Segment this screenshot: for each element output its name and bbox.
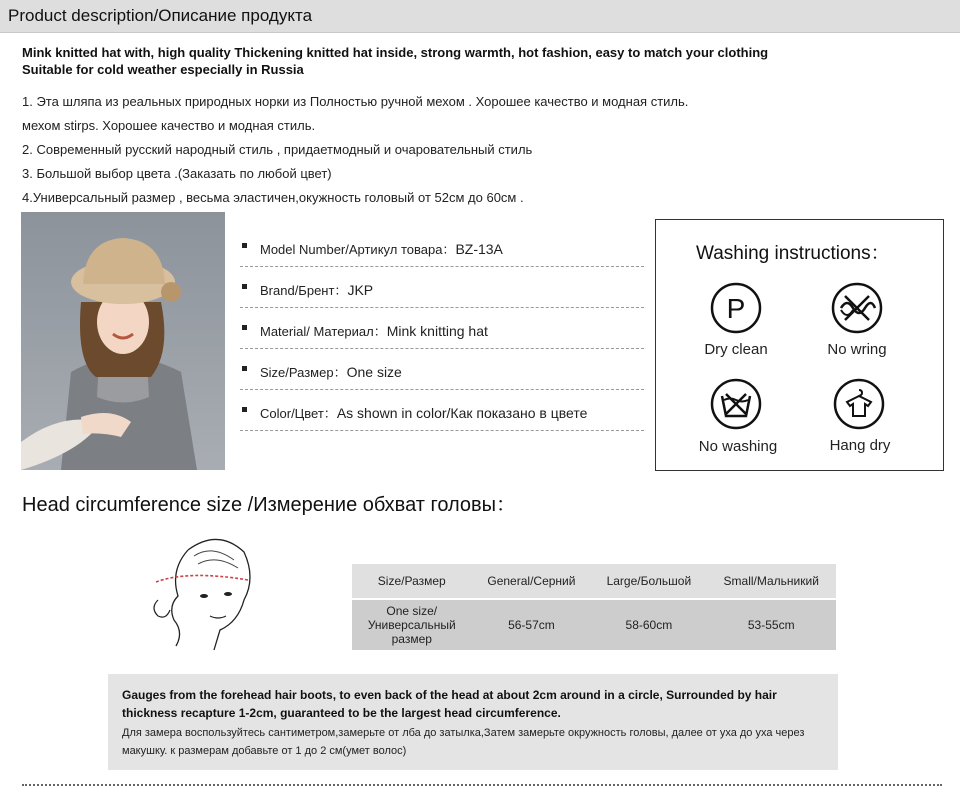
model-wearing-hat-image xyxy=(21,212,225,470)
feature-list xyxy=(22,90,688,210)
washing-title: Washing instructions： xyxy=(696,243,890,264)
bullet-icon xyxy=(242,284,247,289)
intro-line: Suitable for cold weather especially in Russia xyxy=(22,62,304,77)
no-wring-icon xyxy=(831,282,883,334)
spec-value: Mink knitting hat xyxy=(386,323,488,339)
spec-label: Model Number/Артикул товара： xyxy=(260,242,456,257)
size-table-cell: 58-60cm xyxy=(591,600,706,650)
table-row xyxy=(352,600,836,650)
size-table-cell: 53-55cm xyxy=(706,600,836,650)
size-table-cell: 56-57cm xyxy=(472,600,592,650)
washing-instructions-panel xyxy=(655,219,944,471)
bullet-icon xyxy=(242,243,247,248)
row-label-line: One size/ xyxy=(386,604,438,618)
bullet-icon xyxy=(242,407,247,412)
spec-value: As shown in color/Как показано в цвете xyxy=(336,405,588,421)
spec-label: Size/Размер： xyxy=(260,365,347,380)
size-table-header: Large/Большой xyxy=(591,564,706,598)
spec-list xyxy=(240,226,644,431)
size-table-row-label xyxy=(352,600,472,650)
spec-value: JKP xyxy=(347,282,374,298)
intro-text xyxy=(22,44,768,78)
spec-value: BZ-13A xyxy=(455,241,503,257)
spec-label: Material/ Материал： xyxy=(260,324,387,339)
spec-row-size xyxy=(240,349,644,390)
note-russian: Для замера воспользуйтесь сантиметром,замерьте от лба до затылка,Затем замерьте окружность головы, далее от уха до уха через макушку. к размерам добавьте от 1 до 2 см(умет волос) xyxy=(122,727,805,757)
bullet-icon xyxy=(242,366,247,371)
spec-label: Color/Цвет： xyxy=(260,406,337,421)
header-bar xyxy=(0,0,960,33)
spec-row-color xyxy=(240,390,644,431)
row-label-line: размер xyxy=(391,632,432,646)
feature-item: мехом stirps. Хорошее качество и модная стиль. xyxy=(22,118,316,133)
size-table xyxy=(352,564,836,650)
spec-row-brand xyxy=(240,267,644,308)
feature-item: 2. Современный русский народный стиль , придаетмодный и очаровательный стиль xyxy=(22,142,533,157)
page-title: Product description/Описание продукта xyxy=(8,6,313,25)
dry-clean-label: Dry clean xyxy=(704,341,768,358)
hang-dry-icon xyxy=(833,378,885,430)
measurement-note xyxy=(108,674,838,770)
intro-line: Mink knitted hat with, high quality Thickening knitted hat inside, strong warmth, hot fashion, easy to match your clothing xyxy=(22,45,769,60)
spec-row-model xyxy=(240,226,644,267)
head-measurement-illustration xyxy=(148,530,258,656)
spec-label: Brand/Брент： xyxy=(260,283,348,298)
size-table-header: General/Серний xyxy=(472,564,592,598)
bullet-icon xyxy=(242,325,247,330)
hang-dry-label: Hang dry xyxy=(829,437,891,454)
dry-clean-icon xyxy=(710,282,762,334)
divider xyxy=(22,784,942,786)
no-washing-icon xyxy=(710,378,762,430)
head-size-title: Head circumference size /Измерение обхват головы： xyxy=(22,494,517,516)
size-table-header: Size/Размер xyxy=(352,564,472,598)
no-washing-label: No washing xyxy=(698,438,778,455)
spec-row-material xyxy=(240,308,644,349)
feature-item: 4.Универсальный размер , весьма эластичен,окужность головый от 52см до 60см . xyxy=(22,190,524,205)
row-label-line: Универсальный xyxy=(367,618,456,632)
feature-item: 1. Эта шляпа из реальных природных норки из Полностью ручной мехом . Хорошее качество и модная стиль. xyxy=(22,94,689,109)
note-english: Gauges from the forehead hair boots, to even back of the head at about 2cm around in a circle, Surrounded by hair thickness recapture 1-2cm, guaranteed to be the largest head circumference. xyxy=(122,688,777,720)
feature-item: 3. Большой выбор цвета .(Заказать по любой цвет) xyxy=(22,166,332,181)
no-wring-label: No wring xyxy=(827,341,887,358)
spec-value: One size xyxy=(346,364,402,380)
svg-text:P: P xyxy=(726,293,746,324)
size-table-header: Small/Мальникий xyxy=(706,564,836,598)
product-photo xyxy=(21,212,225,470)
size-table-header-row xyxy=(352,564,836,598)
